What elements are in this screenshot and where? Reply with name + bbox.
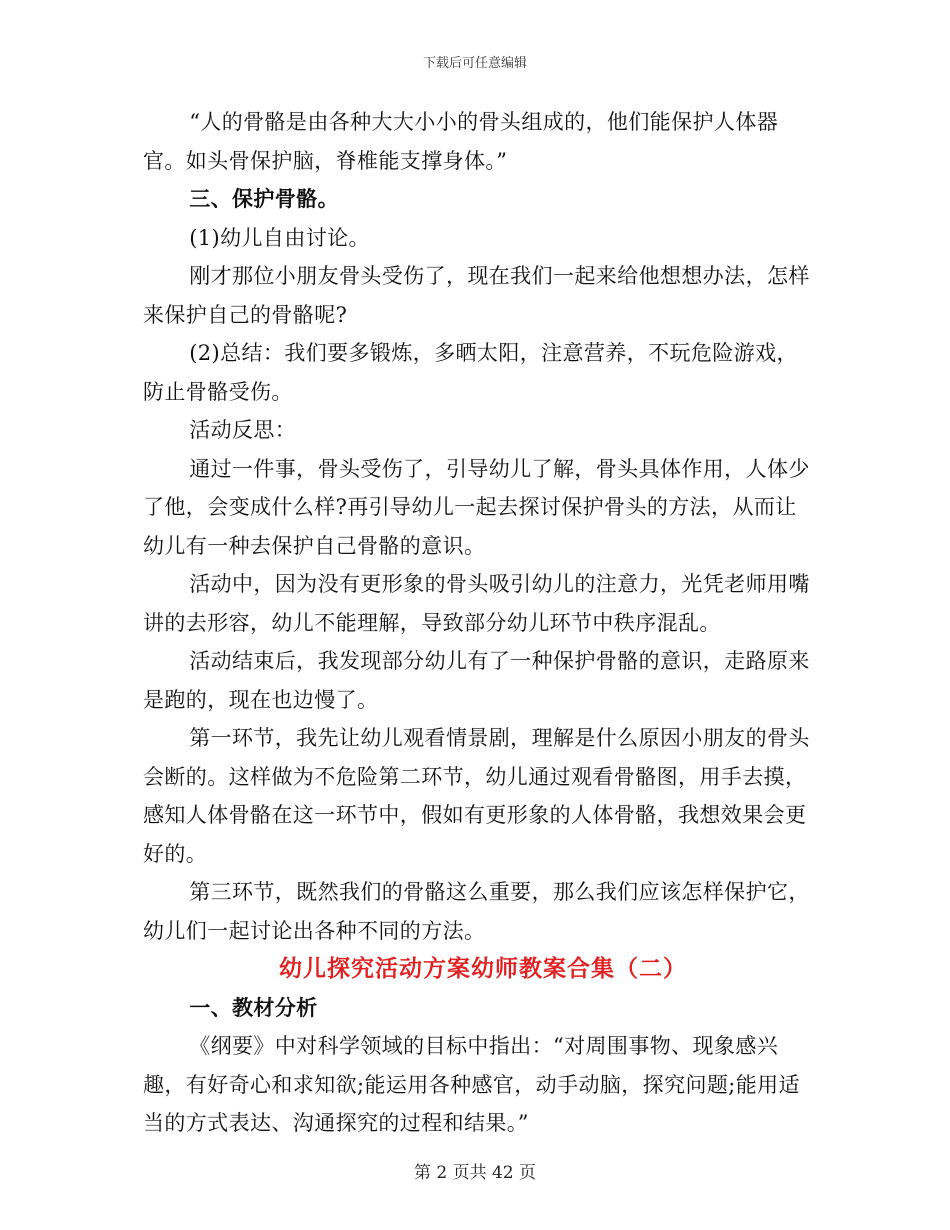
page-header: 下载后可任意编辑 (422, 56, 527, 71)
heading-protect-bones: 三、保护骨骼。 (189, 186, 339, 211)
paragraph-guideline-quote: 《纲要》中对科学领域的目标中指出：“对周围事物、现象感兴趣，有好奇心和求知欲;能运用各种感官，动手动脑，探究问题;能用适当的方式表达、沟通探究的过程和结果。” (143, 1034, 800, 1135)
paragraph-summary: (2)总结：我们要多锻炼，多晒太阳，注意营养，不玩危险游戏，防止骨骼受伤。 (143, 341, 798, 404)
paragraph-reflection-3: 活动结束后，我发现部分幼儿有了一种保护骨骼的意识，走路原来是跑的，现在也边慢了。 (143, 649, 810, 712)
paragraph-reflection-label: 活动反思： (189, 418, 297, 442)
paragraph-reflection-2: 活动中，因为没有更形象的骨头吸引幼儿的注意力，光凭老师用嘴讲的去形容，幼儿不能理解，导致部分幼儿环节中秩序混乱。 (143, 572, 810, 635)
paragraph-first-stage: 第一环节，我先让幼儿观看情景剧，理解是什么原因小朋友的骨头会断的。这样做为不危险第二环节，幼儿通过观看骨骼图，用手去摸，感知人体骨骼在这一环节中，假如有更形象的人体骨骼，我想效果会更好的。 (143, 726, 810, 866)
paragraph-reflection-1: 通过一件事，骨头受伤了，引导幼儿了解，骨头具体作用，人体少了他，会变成什么样?再引导幼儿一起去探讨保护骨头的方法，从而让幼儿有一种去保护自己骨骼的意识。 (143, 456, 810, 558)
paragraph-third-stage: 第三环节，既然我们的骨骼这么重要，那么我们应该怎样保护它，幼儿们一起讨论出各种不同的方法。 (143, 880, 810, 943)
document-body (143, 103, 815, 1143)
paragraph-free-discussion: (1)幼儿自由讨论。 (189, 225, 370, 250)
section-title: 幼儿探究活动方案幼师教案合集（二） (279, 955, 687, 982)
heading-material-analysis: 一、教材分析 (189, 994, 318, 1020)
page-footer: 第 2 页共 42 页 (413, 1163, 537, 1183)
paragraph-injured-friend: 刚才那位小朋友骨头受伤了，现在我们一起来给他想想办法，怎样来保护自己的骨骼呢? (143, 264, 810, 327)
paragraph-bone-structure: “人的骨骼是由各种大大小小的骨头组成的，他们能保护人体器官。如头骨保护脑，脊椎能支撑身体。” (143, 110, 779, 173)
